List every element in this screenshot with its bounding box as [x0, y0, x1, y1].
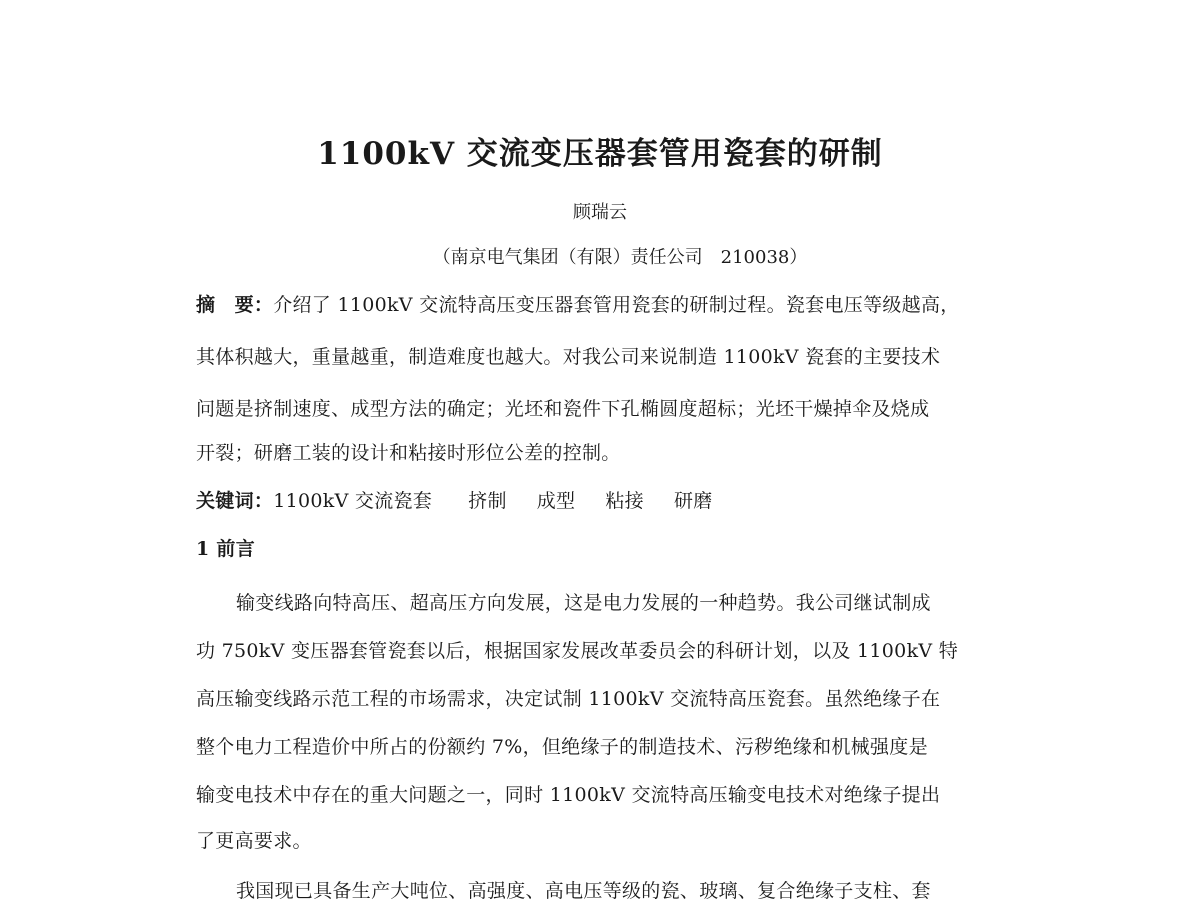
- paragraph-line: 高压输变线路示范工程的市场需求，决定试制 1100kV 交流特高压瓷套。虽然绝缘子在: [196, 688, 941, 710]
- keyword-item: 1100kV 交流瓷套: [273, 490, 433, 512]
- abstract-text: 其体积越大，重量越重，制造难度也越大。对我公司来说制造 1100kV 瓷套的主要技术: [196, 346, 941, 368]
- abstract-text: 开裂；研磨工装的设计和粘接时形位公差的控制。: [196, 442, 621, 464]
- keywords-line: [196, 486, 713, 513]
- keyword-item: 成型: [536, 490, 576, 512]
- paragraph-line: 输变线路向特高压、超高压方向发展，这是电力发展的一种趋势。我公司继试制成: [236, 592, 931, 614]
- keyword-item: 挤制: [468, 490, 507, 512]
- paper-title: 1100kV 交流变压器套管用瓷套的研制: [317, 136, 883, 172]
- abstract-text: 介绍了 1100kV 交流特高压变压器套管用瓷套的研制过程。瓷套电压等级越高，: [273, 294, 960, 316]
- abstract-line-1: [196, 290, 960, 317]
- paragraph-line: 功 750kV 变压器套管瓷套以后，根据国家发展改革委员会的科研计划，以及 1100kV 特: [196, 640, 959, 662]
- paragraph-line: 了更高要求。: [196, 830, 312, 852]
- keywords-label: 关键词：: [196, 490, 274, 512]
- paragraph-line: 我国现已具备生产大吨位、高强度、高电压等级的瓷、玻璃、复合绝缘子支柱、套: [236, 880, 931, 902]
- paragraph-line: 输变电技术中存在的重大问题之一，同时 1100kV 交流特高压输变电技术对绝缘子提出: [196, 784, 941, 806]
- abstract-label: 摘 要：: [196, 294, 274, 316]
- section-heading: 1 前言: [196, 538, 256, 560]
- abstract-text: 问题是挤制速度、成型方法的确定；光坯和瓷件下孔椭圆度超标；光坯干燥掉伞及烧成: [196, 398, 930, 420]
- abstract-line-4: [196, 438, 621, 465]
- abstract-line-3: [196, 394, 929, 421]
- abstract-line-2: [196, 342, 940, 369]
- paragraph-line: 整个电力工程造价中所占的份额约 7%，但绝缘子的制造技术、污秽绝缘和机械强度是: [196, 736, 928, 758]
- keyword-item: 研磨: [673, 490, 713, 512]
- author-affiliation: （南京电气集团（有限）责任公司 210038）: [432, 247, 808, 268]
- author-name: 顾瑞云: [573, 202, 627, 223]
- keyword-item: 粘接: [605, 490, 644, 512]
